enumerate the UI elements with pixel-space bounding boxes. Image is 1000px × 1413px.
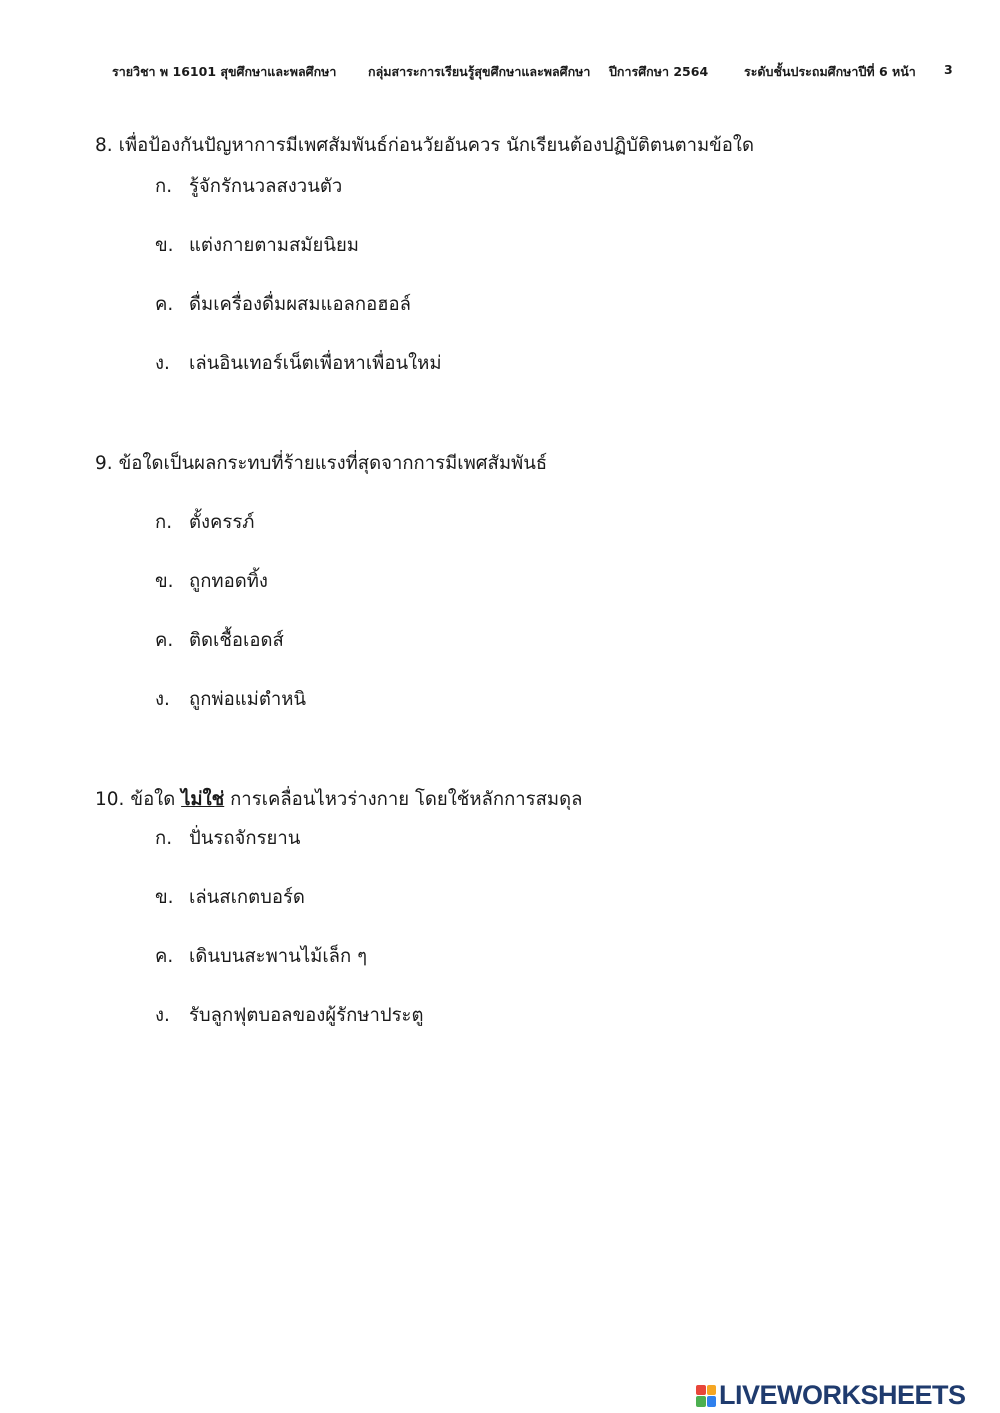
question-number: 9.: [95, 453, 113, 474]
header-academic-year: ปีการศึกษา 2564: [609, 64, 709, 79]
choice-text: ถูกทอดทิ้ง: [189, 571, 268, 592]
logo-square: [696, 1396, 706, 1407]
choice-item[interactable]: [155, 567, 268, 596]
choice-text: รู้จักรักนวลสงวนตัว: [189, 176, 343, 197]
question-number: 8.: [95, 135, 113, 156]
choice-text: ปั่นรถจักรยาน: [189, 828, 301, 849]
choice-letter: ข.: [155, 887, 174, 908]
choice-text: ตั้งครรภ์: [189, 512, 255, 533]
question-text-before: ข้อใด: [130, 789, 176, 810]
choice-item[interactable]: [155, 349, 442, 378]
choice-item[interactable]: [155, 508, 255, 537]
choice-item[interactable]: [155, 231, 359, 260]
choice-text: ติดเชื้อเอดส์: [189, 630, 284, 651]
question-8: [95, 131, 754, 160]
choice-text: รับลูกฟุตบอลของผู้รักษาประตู: [189, 1005, 424, 1026]
question-text: เพื่อป้องกันปัญหาการมีเพศสัมพันธ์ก่อนวัยอันควร นักเรียนต้องปฏิบัติตนตามข้อใด: [118, 135, 754, 156]
choice-letter: ง.: [155, 689, 170, 710]
choice-text: แต่งกายตามสมัยนิยม: [189, 235, 360, 256]
header-page-number: 3: [944, 62, 953, 77]
choice-item[interactable]: [155, 626, 284, 655]
liveworksheets-brand: [696, 1380, 966, 1411]
logo-square: [707, 1396, 717, 1407]
question-10: [95, 785, 582, 814]
choice-item[interactable]: [155, 824, 300, 853]
choice-item[interactable]: [155, 172, 342, 201]
choice-letter: ง.: [155, 1005, 170, 1026]
choice-item[interactable]: [155, 1001, 424, 1030]
choice-letter: ก.: [155, 828, 173, 849]
question-text-after: การเคลื่อนไหวร่างกาย โดยใช้หลักการสมดุล: [230, 789, 583, 810]
choice-letter: ข.: [155, 235, 174, 256]
question-text: ข้อใดเป็นผลกระทบที่ร้ายแรงที่สุดจากการมีเพศสัมพันธ์: [118, 453, 548, 474]
choice-text: เดินบนสะพานไม้เล็ก ๆ: [189, 946, 368, 967]
choice-text: เล่นสเกตบอร์ด: [189, 887, 305, 908]
choice-item[interactable]: [155, 290, 411, 319]
choice-letter: ข.: [155, 571, 174, 592]
choice-text: ดื่มเครื่องดื่มผสมแอลกอฮอล์: [189, 294, 411, 315]
choice-letter: ก.: [155, 512, 173, 533]
choice-letter: ก.: [155, 176, 173, 197]
choice-item[interactable]: [155, 685, 306, 714]
choice-item[interactable]: [155, 883, 305, 912]
choice-text: เล่นอินเทอร์เน็ตเพื่อหาเพื่อนใหม่: [189, 353, 442, 374]
header-grade-level: ระดับชั้นประถมศึกษาปีที่ 6 หน้า: [744, 64, 916, 79]
choice-letter: ค.: [155, 294, 174, 315]
logo-square: [696, 1385, 706, 1396]
choice-text: ถูกพ่อแม่ตำหนิ: [189, 689, 307, 710]
header-learning-group: กลุ่มสาระการเรียนรู้สุขศึกษาและพลศึกษา: [368, 64, 591, 79]
question-number: 10.: [95, 789, 125, 810]
choice-item[interactable]: [155, 942, 367, 971]
liveworksheets-logo-icon: [696, 1385, 716, 1407]
choice-letter: ง.: [155, 353, 170, 374]
question-9: [95, 449, 547, 478]
choice-letter: ค.: [155, 946, 174, 967]
question-emphasis: ไม่ใช่: [181, 789, 225, 810]
brand-wordmark: LIVEWORKSHEETS: [719, 1380, 966, 1410]
logo-square: [707, 1385, 717, 1396]
choice-letter: ค.: [155, 630, 174, 651]
header-subject: รายวิชา พ 16101 สุขศึกษาและพลศึกษา: [112, 64, 337, 79]
